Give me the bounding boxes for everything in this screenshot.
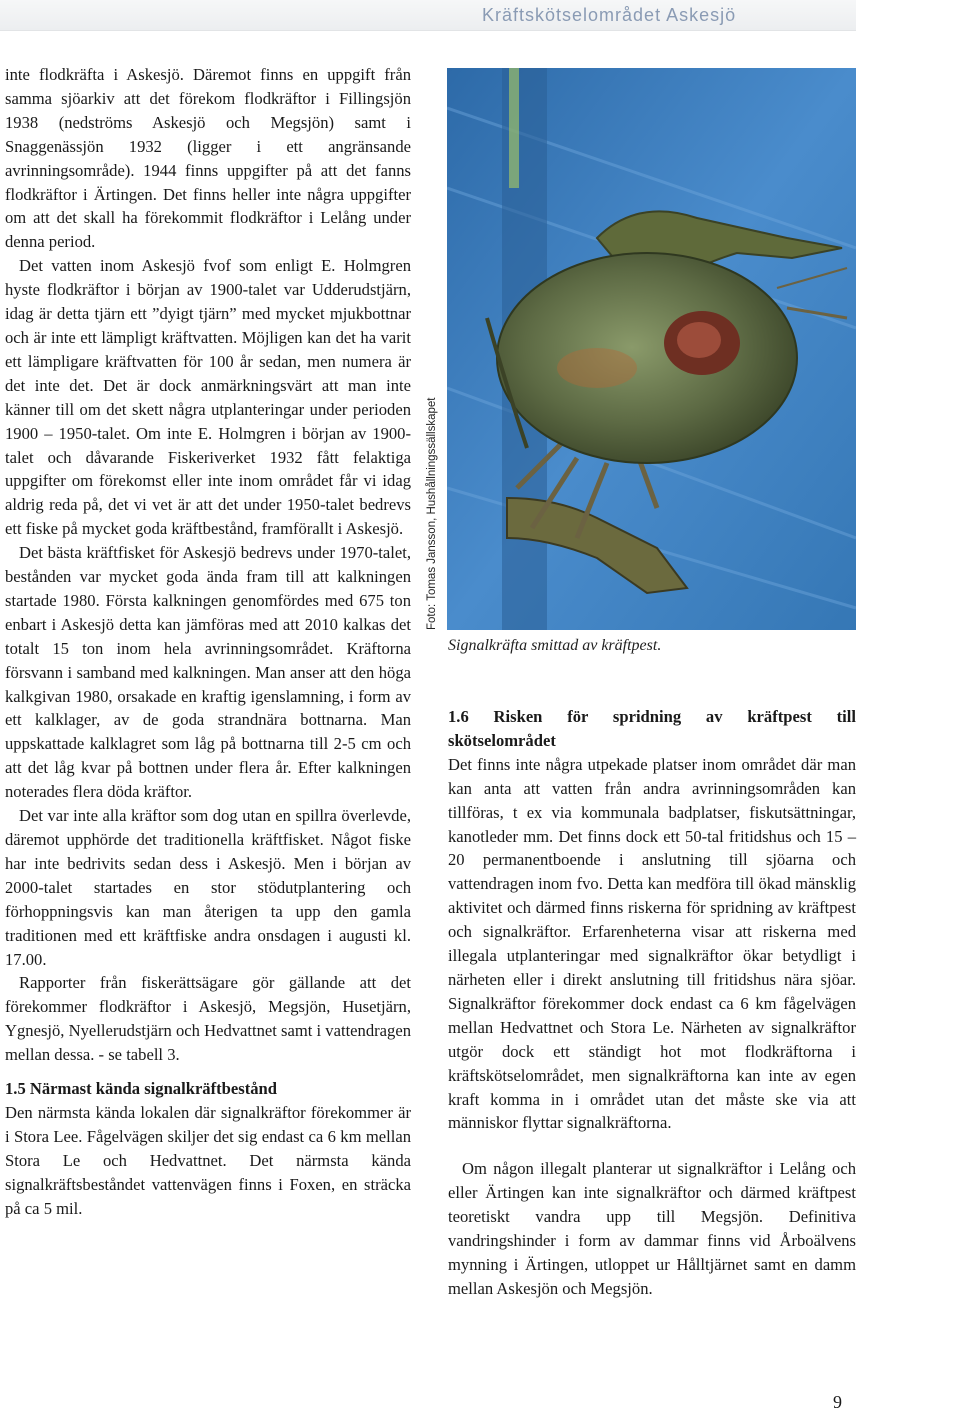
crayfish-image [447, 68, 856, 630]
paragraph: Det finns inte några utpekade platser inom området där man kan anta att vatten från andra avrinningsområden kan tillföras, t ex via kommunala badplatser, fiskutsättningar, kanotleder mm. Det finns dock ett 50-tal fritidshus och 15 – 20 permanentboende i anslutning till sjöarna och vattendragen inom fvo. Detta kan medföra till ökad mänsklig aktivitet och därmed finns riskerna för spridning av kräftpest och signalkräftor. Erfarenheterna visar att riskerna med illegala utplanteringar med signalkräftor ökar betydligt i närheten eller i direkt anslutning till fritidshus nära sjöar. Signalkräftor förekommer dock endast ca 6 km fågelvägen mellan Hedvattnet och Stora Le. Närheten av signalkräftor utgör dock ett ständigt hot mot flodkräftorna i kräftskötselområdet, men signalkräftorna kan inte av egen kraft komma in i området utan det måste ske via att människor flyttar signalkräftorna. [448, 754, 856, 1133]
crayfish-photo [447, 68, 856, 630]
paragraph: Den närmsta kända lokalen där signalkräftor förekommer är i Stora Lee. Fågelvägen skiljer det sig endast ca 6 km mellan Stora Le och Hedvattnet. Det närmsta kända signalkräftsbeståndet vattenvägen finns i Foxen, en sträcka på ca 5 mil. [5, 1102, 411, 1218]
paragraph: Om någon illegalt planterar ut signalkräftor i Lelång och eller Ärtingen kan inte signalkräftor och därmed kräftpest teoretiskt vandra upp till Megsjön. Definitiva vandringshinder i form av dammar finns vid Årboälvens mynning i Ärtingen, utloppet ur Hålltjärnet samt en damm mellan Askesjön och Megsjön. [448, 1159, 856, 1298]
paragraph: Det var inte alla kräftor som dog utan en spillra överlevde, däremot upphörde det traditionella kräftfisket. Något fiske har inte bedrivits sedan dess i Askesjö. Men i början av 2000-talet startades en stor stödutplantering och förhoppningsvis kan man återigen ta upp den gamla traditionen med ett kräftfiske andra onsdagen i augusti kl. 17.00. [5, 806, 411, 969]
paragraph: Det vatten inom Askesjö fvof som enligt E. Holmgren hyste flodkräftor i början av 1900-talet var Udderudstjärn, idag är detta tjärn ett ”dyigt tjärn” med mycket mjukbottnar och är inte ett lämpligt kräftvatten. Möjligen kan det ha varit ett lämpligare kräftvatten för 100 år sedan, men numera är det inte det. Det är dock anmärkningsvärt att man inte känner till om det skett några utplanteringar under perioden 1900 – 1950-talet. Om inte E. Holmgren i början av 1900-talet och dåvarande Fiskeriverket 1932 fått felaktiga uppgifter om förekomst eller inte inom området får vi idag aldrig reda på, det vi vet är att det under 1950-talet bedrevs ett fiske på mycket goda kräftbestånd, framförallt i Askesjö. [5, 256, 411, 539]
section-heading-1-5: 1.5 Närmast kända signalkräftbestånd [5, 1079, 277, 1099]
section-heading-1-6: 1.6 Risken för spridning av kräftpest till skötselområdet [448, 707, 856, 750]
header-bar [0, 0, 856, 31]
paragraph: Rapporter från fiskerättsägare gör gällande att det förekommer flodkräftor i Askesjö, Megsjön, Husetjärn, Ygnesjö, Nyellerudstjärn och Hedvattnet samt i vattendragen mellan dessa. - se tabell 3. [5, 973, 411, 1065]
right-column-top [448, 705, 856, 1135]
header-title: Kräftskötselområdet Askesjö [482, 5, 737, 25]
right-column-bottom [448, 1157, 856, 1300]
photo-credit: Foto: Tomas Jansson, Hushållningssällskapet [426, 397, 438, 630]
photo-caption: Signalkräfta smittad av kräftpest. [448, 637, 662, 654]
paragraph: inte flodkräfta i Askesjö. Däremot finns en uppgift från samma sjöarkiv att det förekom flodkräftor i Fillingsjön 1938 (nedströms Askesjö och Megsjön) samt i Snaggenässjön 1932 (ligger i ett angränsande avrinningsområde). 1944 finns uppgifter på att det fanns flodkräftor i Ärtingen. Det finns heller inte några uppgifter om att det skall ha förekommit flodkräftor i Lelång under denna period. [5, 65, 411, 252]
left-column [5, 63, 411, 1221]
page-number: 9 [833, 1392, 842, 1412]
paragraph: Det bästa kräftfisket för Askesjö bedrevs under 1970-talet, bestånden var mycket goda ända fram till att kalkningen startade 1980. Första kalkningen genomfördes med 675 ton enbart i Askesjö detta kan jämföras med att 2010 kalkas det totalt 15 ton inom hela avrinningsområdet. Kräftorna försvann i samband med kalkningen. Man anser att den höga kalkgivan 1980, orsakade en kraftig igenslamning, i form av ett kalklager, av de goda strandnära bottnarna. Man uppskattade kalklagret som låg på bottnarna till 2-5 cm och att det låg kvar på bottnen under flera år. Efter kalkningen noterades flera döda kräftor. [5, 543, 411, 802]
